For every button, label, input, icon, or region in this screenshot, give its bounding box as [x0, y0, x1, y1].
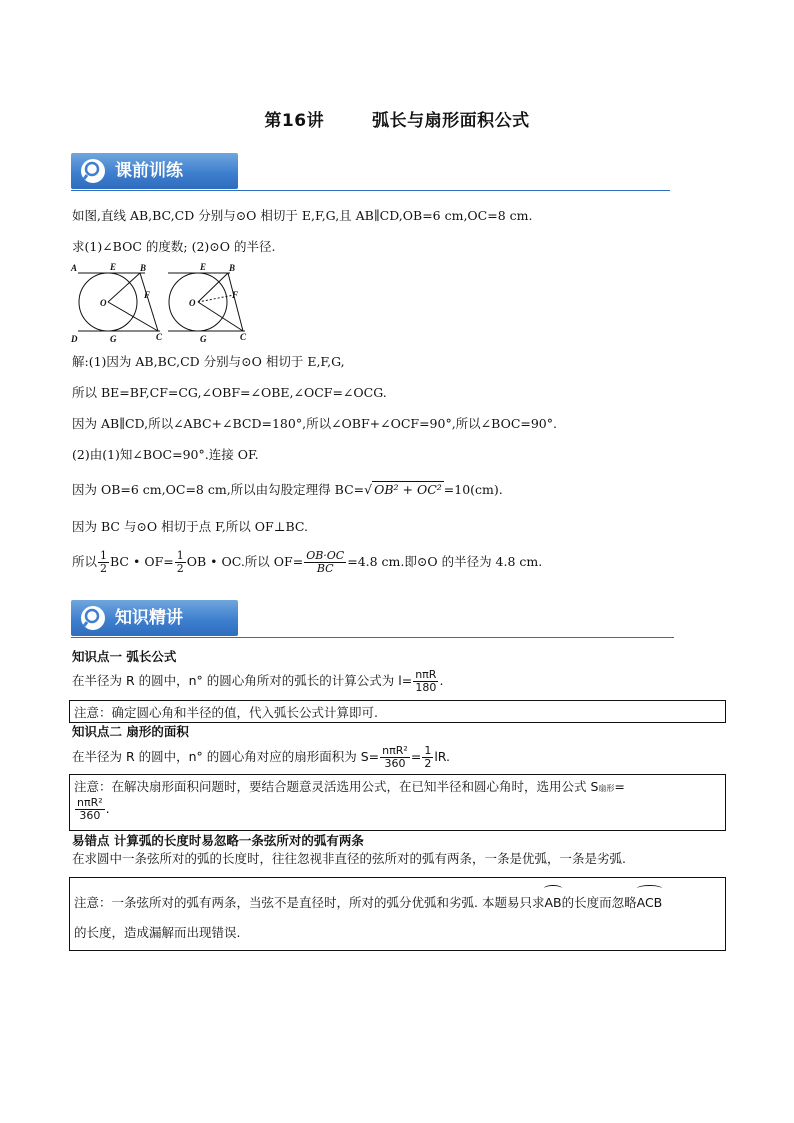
arc-acb: ACB [637, 888, 663, 918]
section-banner-pre-training [71, 153, 238, 189]
lecture-topic: 弧长与扇形面积公式 [372, 111, 530, 131]
fraction-numerator: nπR [415, 668, 437, 681]
fraction-denominator: BC [316, 562, 334, 575]
note-2-fraction [75, 797, 105, 822]
label-e: E [110, 262, 117, 272]
kp2-title: 知识点二 扇形的面积 [72, 724, 189, 739]
kp1-text [72, 666, 443, 696]
half-fraction [422, 745, 433, 770]
solution-line-5-pre: 因为 OB=6 cm,OC=8 cm,所以由勾股定理得 BC= [72, 482, 365, 497]
note-2-subscript: 扇形 [598, 784, 615, 793]
section-rule [71, 637, 674, 638]
error-point-title: 易错点 计算弧的长度时易忽略一条弦所对的弧有两条 [72, 833, 364, 848]
note-3-text: 注意：一条弦所对的弧有两条，当弦不是直径时，所对的弧分优弧和劣弧. 本题易只求 [74, 895, 545, 910]
kp2-equals: = [410, 749, 422, 764]
fraction-half-1 [98, 550, 109, 575]
solution-line-7-c: OB • OC.所以 OF= [186, 554, 304, 569]
label-c-2: C [240, 332, 247, 342]
sqrt-radicand: OB² + OC² [374, 482, 442, 497]
sector-area-fraction [380, 745, 410, 770]
section-rule [71, 190, 670, 191]
solution-line-5 [72, 481, 503, 499]
kp2-text [72, 741, 450, 773]
kp2-text-end: lR. [434, 749, 450, 764]
fraction-of [304, 550, 346, 575]
solution-line-2: 所以 BE=BF,CF=CG,∠OBF=∠OBE,∠OCF=∠OCG. [72, 385, 387, 400]
fraction-numerator: 1 [424, 744, 432, 757]
fraction-denominator: 180 [415, 681, 437, 694]
fraction-denominator: 2 [424, 757, 432, 770]
solution-line-5-post: =10(cm). [443, 482, 503, 497]
solution-line-6: 因为 BC 与⊙O 相切于点 F,所以 OF⊥BC. [72, 519, 308, 534]
label-f: F [144, 290, 151, 300]
note-box-2 [69, 774, 726, 831]
fraction-denominator: 2 [176, 562, 184, 575]
sqrt-expression: √ OB² + OC² [364, 482, 442, 497]
solution-line-3: 因为 AB∥CD,所以∠ABC+∠BCD=180°,所以∠OBF+∠OCF=90°,所以∠BOC=90°. [72, 416, 557, 431]
banner-label: 知识精讲 [115, 608, 183, 628]
fraction-denominator: 2 [100, 562, 108, 575]
label-g: G [110, 334, 117, 344]
solution-line-7-d: =4.8 cm.即⊙O 的半径为 4.8 cm. [347, 554, 543, 569]
banner-label: 课前训练 [115, 161, 183, 181]
magnifier-icon [79, 604, 107, 632]
note-2-text: 注意：在解决扇形面积问题时，要结合题意灵活选用公式，在已知半径和圆心角时，选用公式 S [74, 779, 599, 794]
fraction-numerator: 1 [100, 549, 108, 562]
kp2-text-main: 在半径为 R 的圆中，n° 的圆心角对应的扇形面积为 S= [72, 749, 380, 764]
fraction-denominator: 360 [79, 809, 101, 822]
kp1-text-main: 在半径为 R 的圆中，n° 的圆心角所对的弧长的计算公式为 l= [72, 673, 413, 688]
note-2-equals: = [614, 779, 625, 794]
geometry-figure [70, 262, 250, 350]
error-point-text: 在求圆中一条弦所对的弧的长度时，往往忽视非直径的弦所对的弧有两条，一条是优弧，一条是劣弧. [72, 851, 626, 866]
label-e-2: E [200, 262, 207, 272]
label-b-2: B [229, 263, 236, 273]
arc-ab: AB [544, 888, 561, 918]
fraction-numerator: OB·OC [306, 549, 345, 562]
note-3-mid: 的长度而忽略 [561, 895, 637, 910]
solution-line-7-b: BC • OF= [110, 554, 174, 569]
note-box-3 [69, 877, 726, 951]
fraction-numerator: nπR² [77, 796, 103, 809]
problem-line-1: 如图,直线 AB,BC,CD 分别与⊙O 相切于 E,F,G,且 AB∥CD,OB=6 cm,OC=8 cm. [72, 208, 533, 223]
section-banner-knowledge [71, 600, 238, 636]
label-d: D [71, 334, 78, 344]
kp1-title: 知识点一 弧长公式 [72, 649, 177, 664]
fraction-half-2 [175, 550, 186, 575]
fraction-numerator: nπR² [382, 744, 408, 757]
solution-line-4: (2)由(1)知∠BOC=90°.连接 OF. [72, 447, 259, 462]
page-title [0, 106, 794, 131]
arc-length-fraction [413, 669, 438, 694]
problem-line-2: 求(1)∠BOC 的度数; (2)⊙O 的半径. [72, 239, 276, 254]
lecture-number: 第16讲 [264, 111, 325, 131]
magnifier-icon [79, 157, 107, 185]
label-o-2: O [189, 298, 196, 308]
kp1-text-end: . [439, 673, 444, 688]
label-b: B [140, 263, 147, 273]
label-c: C [156, 332, 163, 342]
fraction-denominator: 360 [384, 757, 406, 770]
note-2-end: . [105, 801, 110, 816]
note-1-text: 注意：确定圆心角和半径的值，代入弧长公式计算即可. [74, 705, 378, 720]
solution-line-7 [72, 547, 542, 577]
label-g-2: G [200, 334, 207, 344]
solution-line-7-a: 所以 [72, 554, 98, 569]
note-box-1 [69, 700, 726, 723]
label-f-2: F [232, 290, 239, 300]
fraction-numerator: 1 [176, 549, 184, 562]
solution-line-1: 解:(1)因为 AB,BC,CD 分别与⊙O 相切于 E,F,G, [72, 354, 345, 369]
label-a: A [71, 263, 78, 273]
note-3-line-2: 的长度，造成漏解而出现错误. [74, 925, 241, 940]
label-o: O [100, 298, 107, 308]
